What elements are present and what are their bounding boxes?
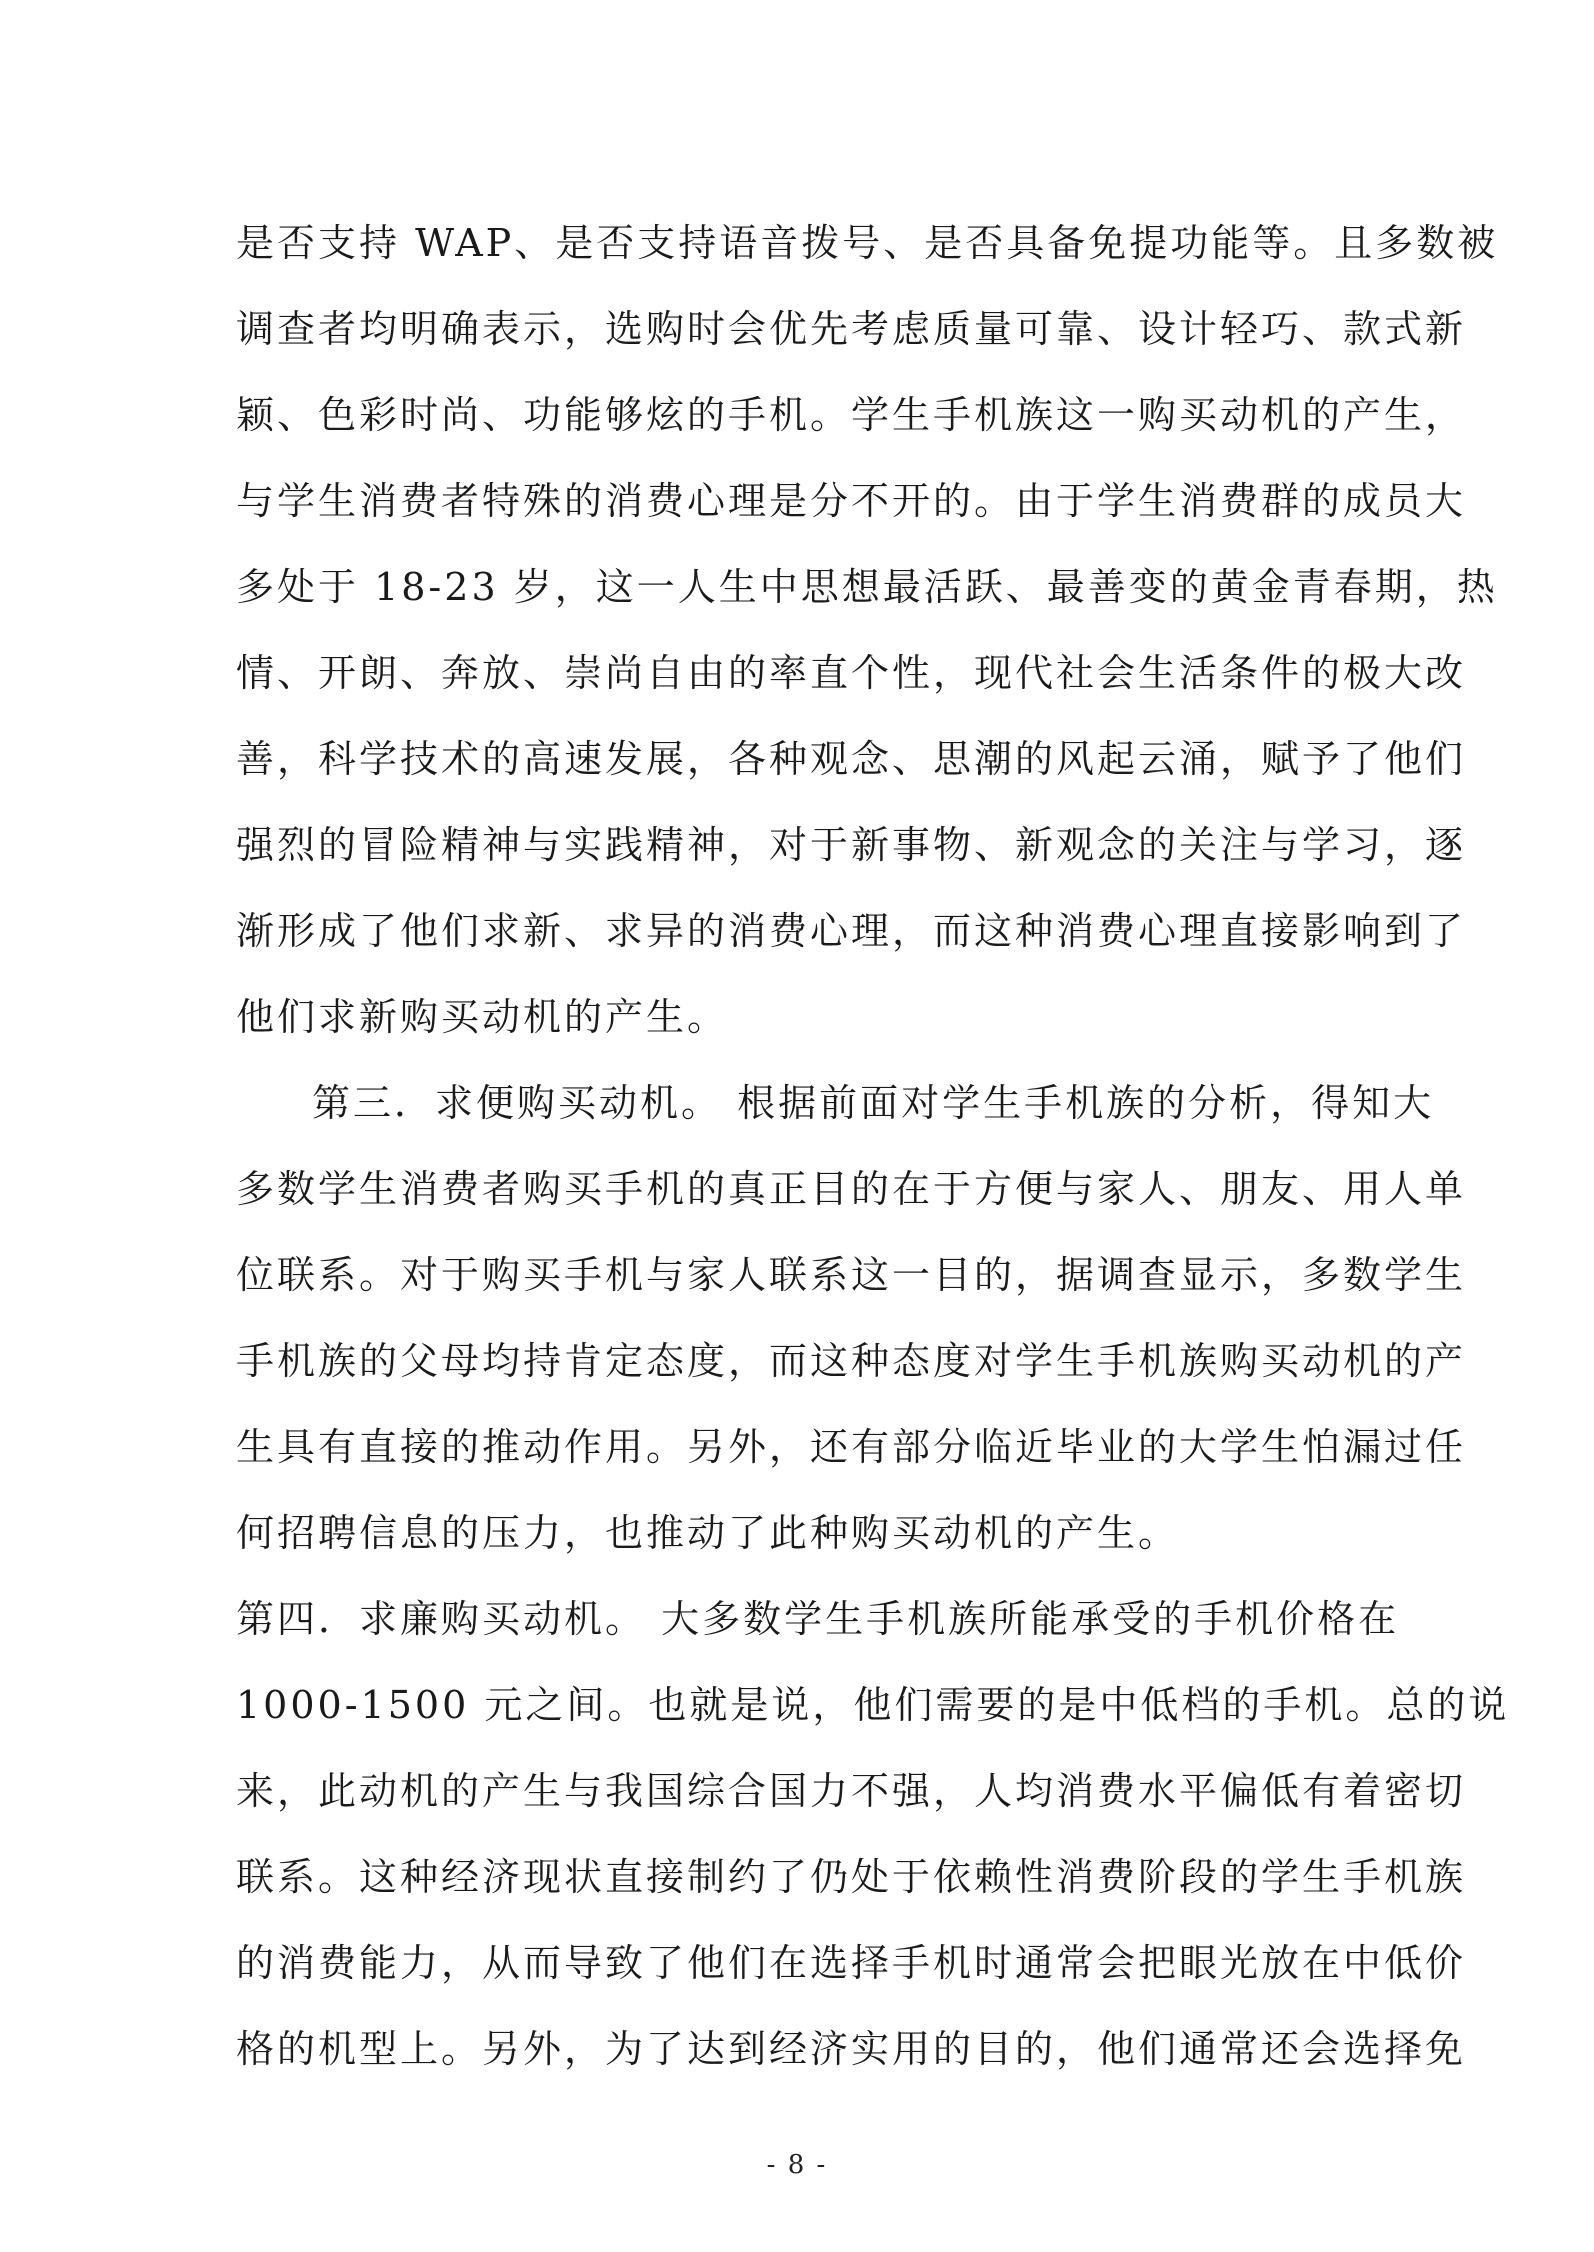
text-line: 与学生消费者特殊的消费心理是分不开的。由于学生消费群的成员大 (236, 479, 1467, 523)
text-line: 何招聘信息的压力，也推动了此种购买动机的产生。 (236, 1511, 1180, 1555)
section-heading-line: 第四．求廉购买动机。 大多数学生手机族所能承受的手机价格在 (236, 1597, 1400, 1641)
page-number: - 8 - (766, 2150, 828, 2180)
text-line: 渐形成了他们求新、求异的消费心理，而这种消费心理直接影响到了 (236, 909, 1467, 953)
text-line: 手机族的父母均持肯定态度，而这种态度对学生手机族购买动机的产 (236, 1339, 1467, 1383)
text-line: 善，科学技术的高速发展，各种观念、思潮的风起云涌，赋予了他们 (236, 737, 1467, 781)
text-line: 颖、色彩时尚、功能够炫的手机。学生手机族这一购买动机的产生， (236, 393, 1467, 437)
text-line: 1000-1500 元之间。也就是说，他们需要的是中低档的手机。总的说 (236, 1683, 1510, 1727)
text-line: 多数学生消费者购买手机的真正目的在于方便与家人、朋友、用人单 (236, 1167, 1467, 1211)
text-line: 格的机型上。另外，为了达到经济实用的目的，他们通常还会选择免 (236, 2027, 1467, 2071)
text-line: 来，此动机的产生与我国综合国力不强，人均消费水平偏低有着密切 (236, 1769, 1467, 1813)
body-text (236, 200, 1510, 2092)
text-line: 情、开朗、奔放、崇尚自由的率直个性，现代社会生活条件的极大改 (236, 651, 1467, 695)
text-line: 联系。这种经济现状直接制约了仍处于依赖性消费阶段的学生手机族 (236, 1855, 1467, 1899)
text-line: 生具有直接的推动作用。另外，还有部分临近毕业的大学生怕漏过任 (236, 1425, 1467, 1469)
text-line: 多处于 18-23 岁，这一人生中思想最活跃、最善变的黄金青春期，热 (236, 565, 1498, 609)
text-line: 调查者均明确表示，选购时会优先考虑质量可靠、设计轻巧、款式新 (236, 307, 1467, 351)
text-line: 位联系。对于购买手机与家人联系这一目的，据调查显示，多数学生 (236, 1253, 1467, 1297)
text-line: 的消费能力，从而导致了他们在选择手机时通常会把眼光放在中低价 (236, 1941, 1467, 1985)
text-line: 他们求新购买动机的产生。 (236, 995, 729, 1039)
text-line: 是否支持 WAP、是否支持语音拨号、是否具备免提功能等。且多数被 (236, 221, 1499, 265)
section-heading-line: 第三．求便购买动机。 根据前面对学生手机族的分析，得知大 (312, 1081, 1435, 1125)
text-line: 强烈的冒险精神与实践精神，对于新事物、新观念的关注与学习，逐 (236, 823, 1467, 867)
